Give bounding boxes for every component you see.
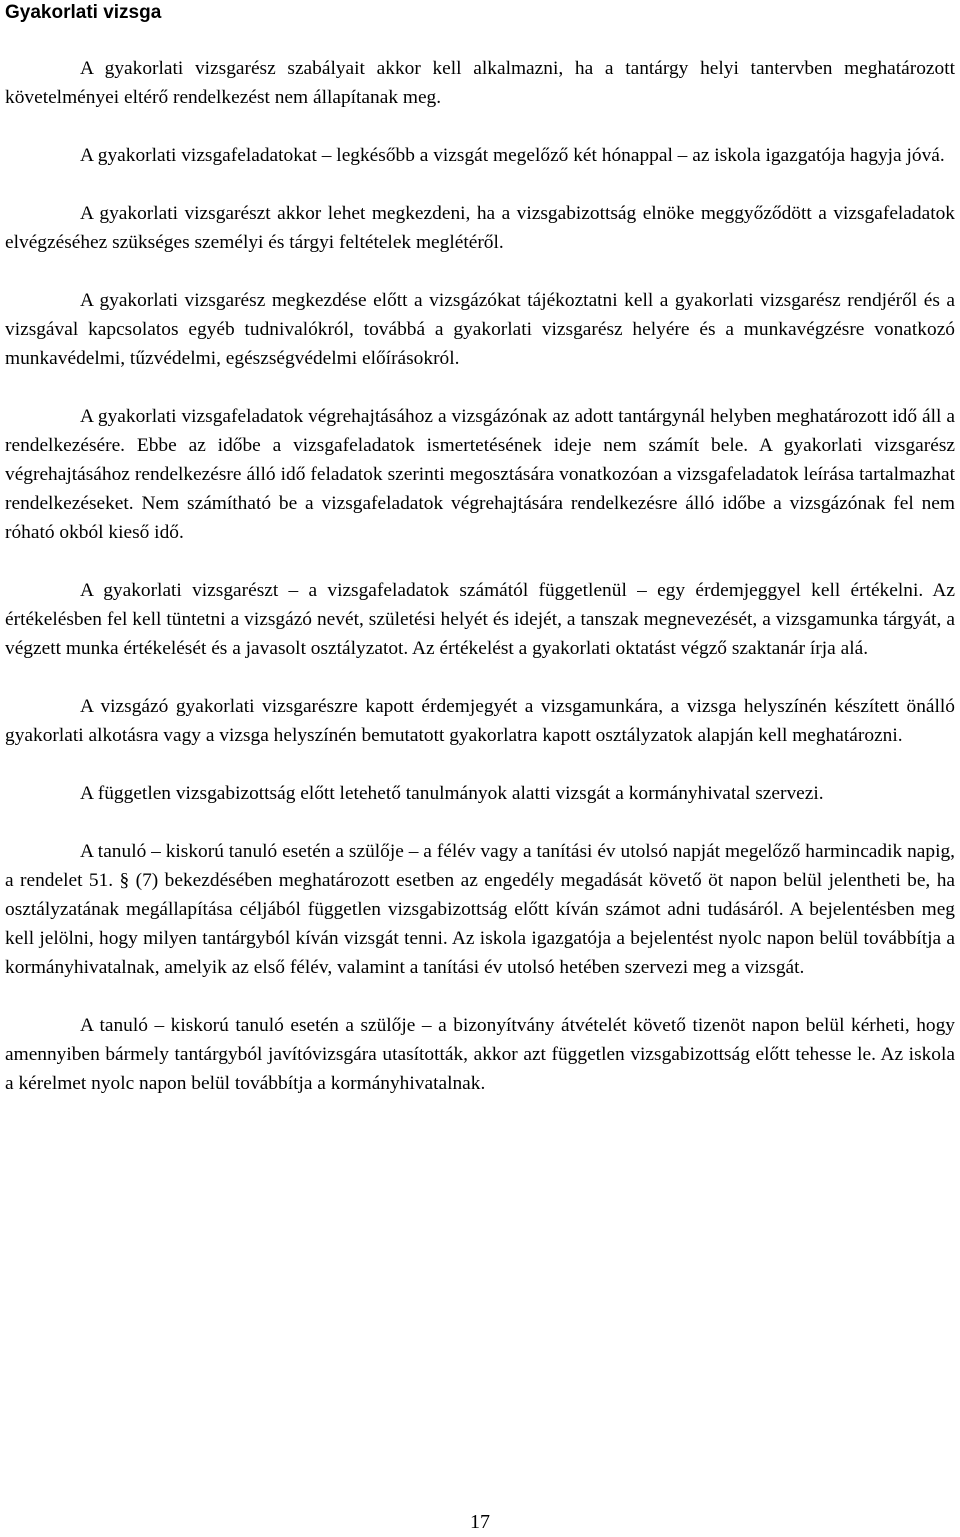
paragraph-2: A gyakorlati vizsgafeladatokat – legkésőbb a vizsgát megelőző két hónappal – az iskola igazgatója hagyja jóvá. [80, 145, 945, 166]
section-heading: Gyakorlati vizsga [5, 2, 162, 23]
paragraph-8: A független vizsgabizottság előtt letehető tanulmányok alatti vizsgát a kormányhivatal szervezi. [80, 783, 824, 804]
paragraph-1: A gyakorlati vizsgarész szabályait akkor kell alkalmazni, ha a tantárgy helyi tantervben meghatározott követelményei eltérő rendelkezést nem állapítanak meg. [5, 58, 955, 108]
paragraph-3: A gyakorlati vizsgarészt akkor lehet megkezdeni, ha a vizsgabizottság elnöke meggyőződött a vizsgafeladatok elvégzéséhez szükséges személyi és tárgyi feltételek meglétéről. [5, 203, 955, 253]
paragraph-5: A gyakorlati vizsgafeladatok végrehajtásához a vizsgázónak az adott tantárgynál helyben meghatározott idő áll a rendelkezésére. Ebbe az időbe a vizsgafeladatok ismertetésének ideje nem számít bele. A gyakorlati vizsgarész végrehajtásához rendelkezésre álló idő feladatok szerinti megosztására vonatkozóan a vizsgafeladatok leírása tartalmazhat rendelkezéseket. Nem számítható be a vizsgafeladatok végrehajtására rendelkezésre álló időbe a vizsgázónak fel nem róható okból kieső idő. [5, 406, 955, 543]
paragraph-4: A gyakorlati vizsgarész megkezdése előtt a vizsgázókat tájékoztatni kell a gyakorlati vizsgarész rendjéről és a vizsgával kapcsolatos egyéb tudnivalókról, továbbá a gyakorlati vizsgarész helyére és a munkavégzésre vonatkozó munkavédelmi, tűzvédelmi, egészségvédelmi előírásokról. [5, 290, 955, 369]
paragraph-7: A vizsgázó gyakorlati vizsgarészre kapott érdemjegyét a vizsgamunkára, a vizsga helyszínén készített önálló gyakorlati alkotásra vagy a vizsga helyszínén bemutatott gyakorlatra kapott osztályzatok alapján kell meghatározni. [5, 696, 955, 746]
paragraph-6: A gyakorlati vizsgarészt – a vizsgafeladatok számától függetlenül – egy érdemjeggyel kell értékelni. Az értékelésben fel kell tüntetni a vizsgázó nevét, születési helyét és idejét, a tanszak megnevezését, a vizsgamunka tárgyát, a végzett munka értékelését és a javasolt osztályzatot. Az értékelést a gyakorlati oktatást végző szaktanár írja alá. [5, 580, 955, 659]
paragraph-9: A tanuló – kiskorú tanuló esetén a szülője – a félév vagy a tanítási év utolsó napját megelőző harmincadik napig, a rendelet 51. § (7) bekezdésében meghatározott esetben az engedély megadását követő öt napon belül jelentheti be, ha osztályzatának megállapítása céljából független vizsgabizottság előtt kíván számot adni tudásáról. A bejelentésben meg kell jelölni, hogy milyen tantárgyból kíván vizsgát tenni. Az iskola igazgatója a bejelentést nyolc napon belül továbbítja a kormányhivatalnak, amelyik az első félév, valamint a tanítási év utolsó hetében szervezi meg a vizsgát. [5, 841, 955, 978]
paragraph-10: A tanuló – kiskorú tanuló esetén a szülője – a bizonyítvány átvételét követő tizenöt napon belül kérheti, hogy amennyiben bármely tantárgyból javítóvizsgára utasították, akkor azt független vizsgabizottság előtt tehesse le. Az iskola a kérelmet nyolc napon belül továbbítja a kormányhivatalnak. [5, 1015, 955, 1094]
page-number: 17 [470, 1511, 490, 1533]
